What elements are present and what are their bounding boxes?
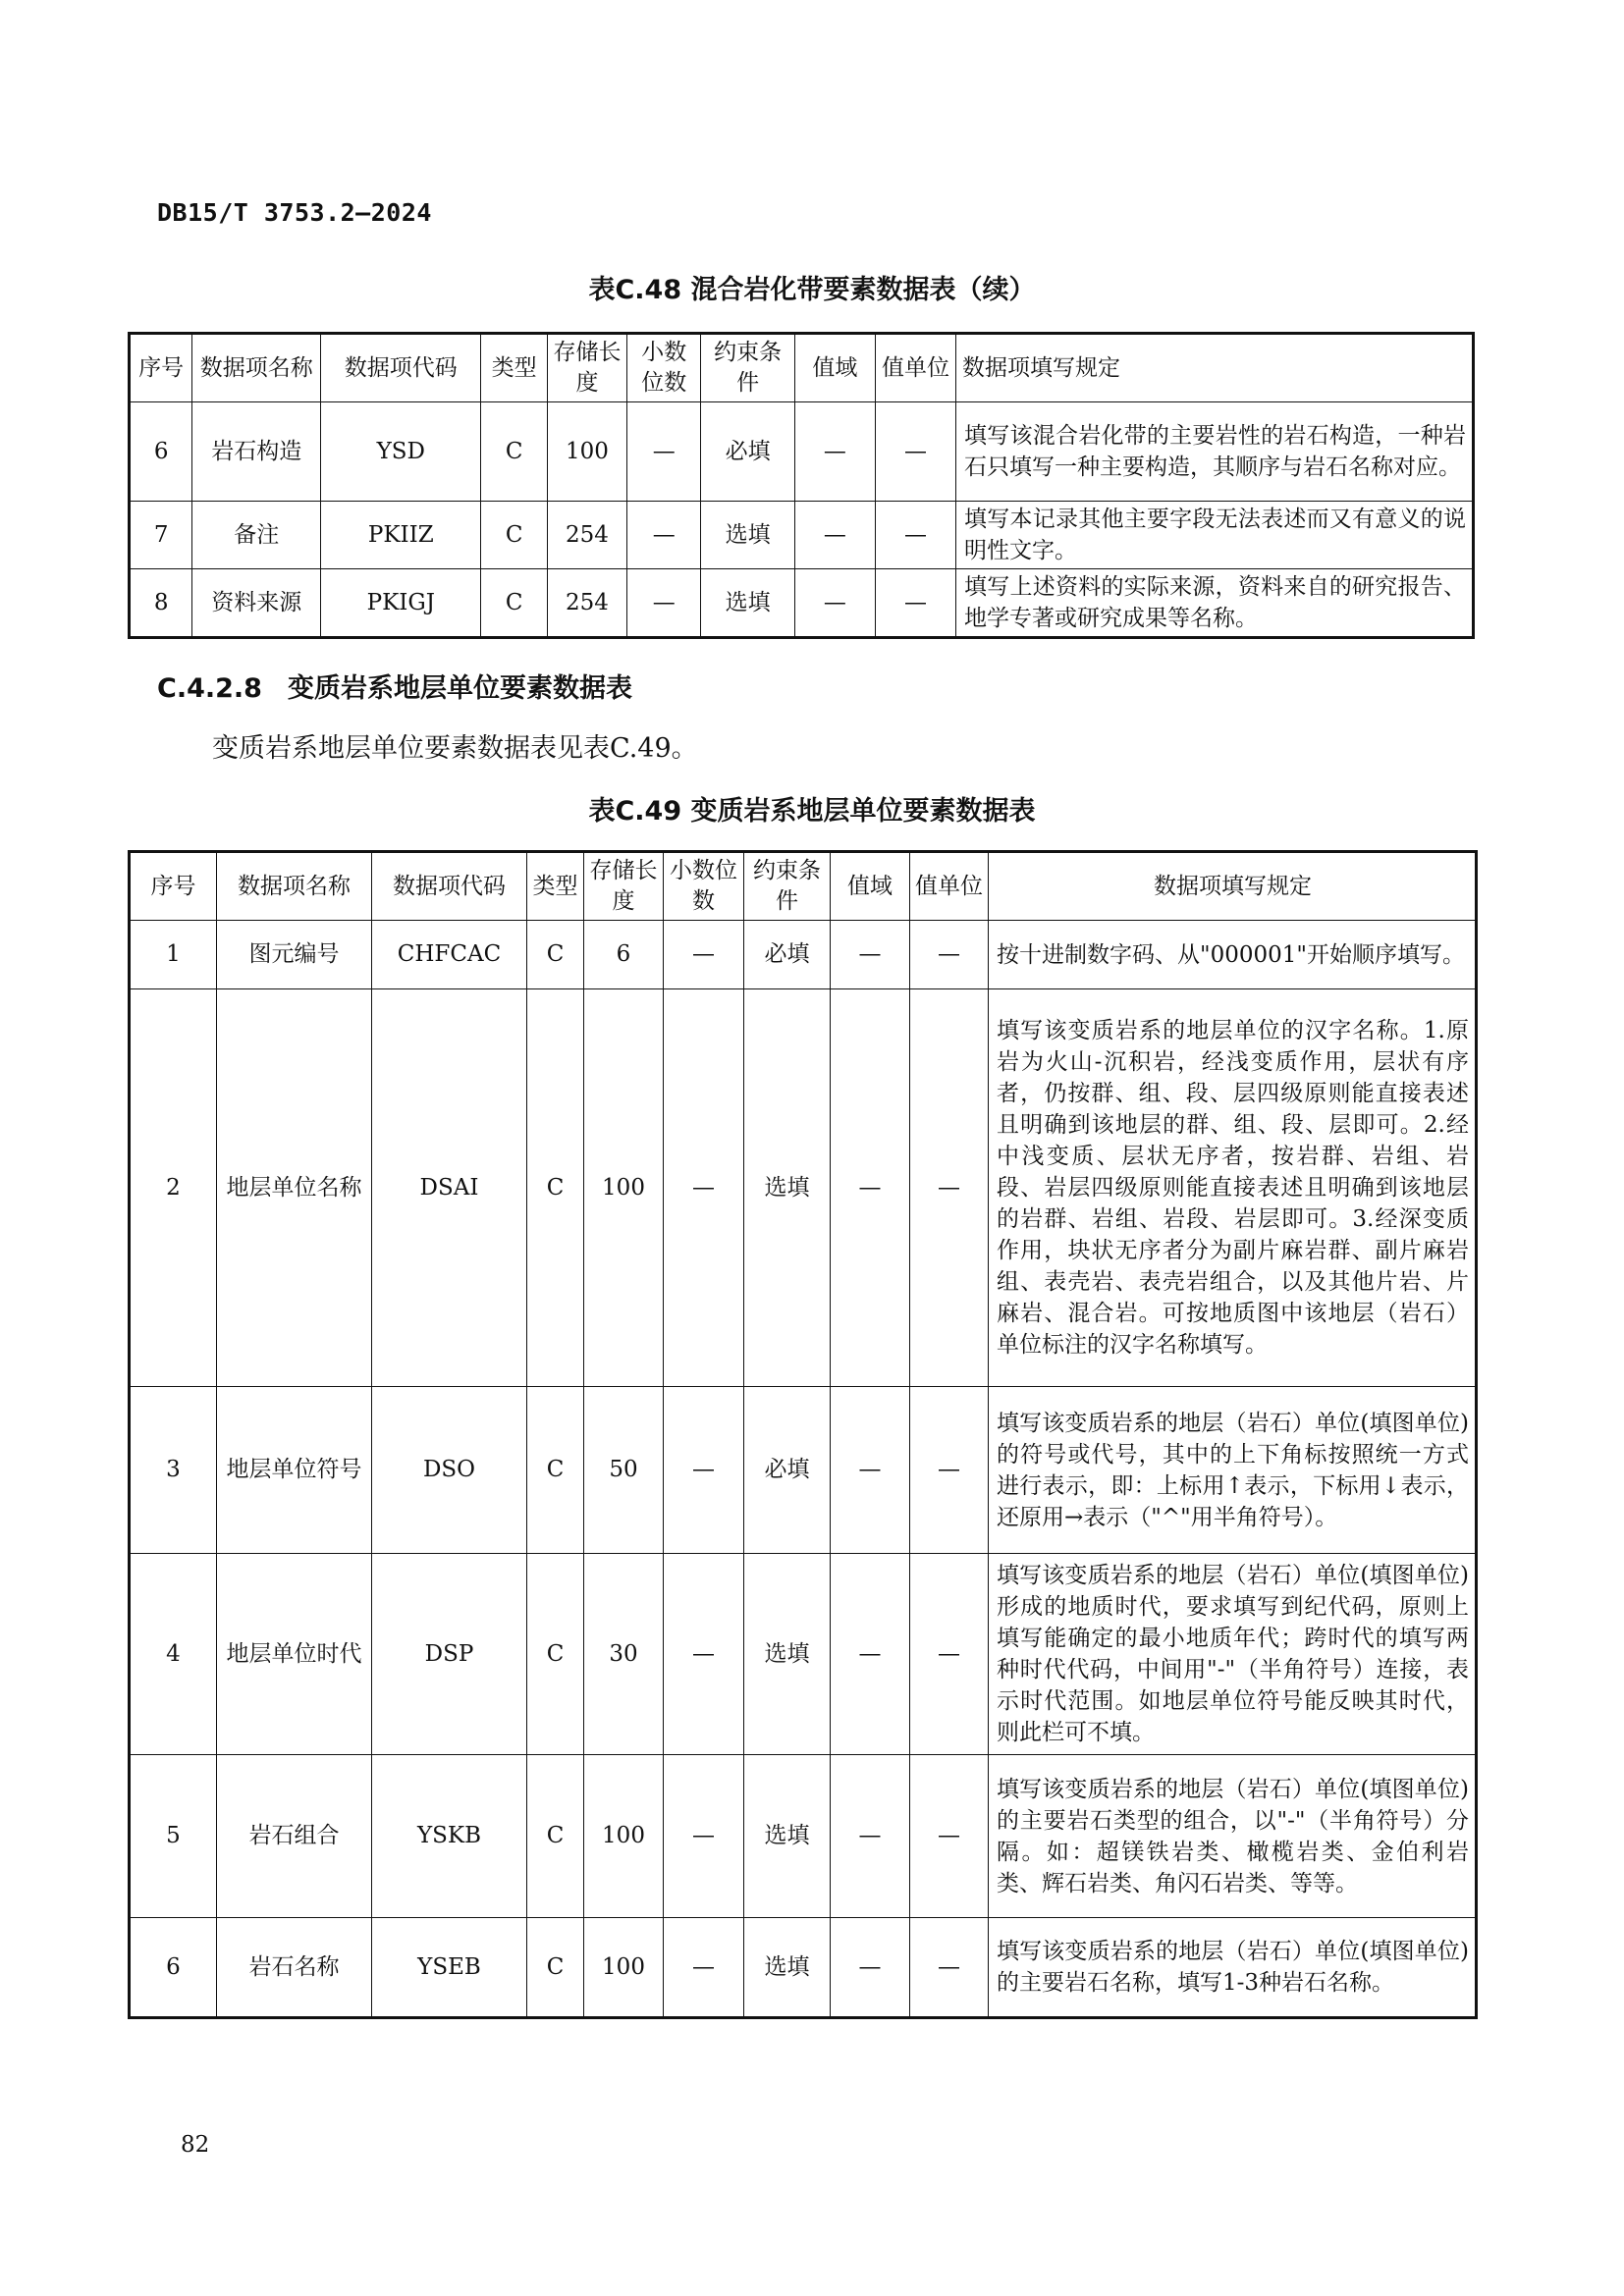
table-row: [130, 402, 1474, 502]
cell-length: 254: [548, 502, 627, 569]
cell-constraint: 选填: [744, 989, 831, 1387]
cell-type: C: [527, 989, 584, 1387]
cell-name: 岩石名称: [217, 1918, 372, 2018]
cell-range: —: [794, 502, 875, 569]
section-title: 变质岩系地层单位要素数据表: [287, 673, 632, 704]
cell-range: —: [831, 1387, 910, 1554]
col-header: 约束条件: [744, 852, 831, 921]
col-header: 数据项代码: [321, 334, 481, 402]
section-heading: [157, 667, 632, 705]
cell-rule: 填写上述资料的实际来源，资料来自的研究报告、地学专著或研究成果等名称。: [956, 569, 1474, 638]
cell-rule: 按十进制数字码、从"000001"开始顺序填写。: [989, 921, 1477, 989]
cell-type: C: [481, 569, 548, 638]
cell-decimals: —: [626, 402, 700, 502]
cell-unit: —: [875, 569, 955, 638]
col-header: 数据项填写规定: [989, 852, 1477, 921]
table-c49: [128, 850, 1478, 2019]
table-c48-caption: 表C.48 混合岩化带要素数据表（续）: [588, 275, 1036, 305]
cell-type: C: [527, 1755, 584, 1918]
col-header: 值域: [794, 334, 875, 402]
cell-unit: —: [875, 502, 955, 569]
col-header: 数据项名称: [192, 334, 321, 402]
cell-constraint: 选填: [744, 1755, 831, 1918]
table-c48: [128, 332, 1475, 639]
cell-decimals: —: [664, 1387, 744, 1554]
cell-name: 图元编号: [217, 921, 372, 989]
col-header: 类型: [527, 852, 584, 921]
cell-rule: 填写该变质岩系的地层（岩石）单位(填图单位)的符号或代号，其中的上下角标按照统一方式进行表示，即：上标用↑表示，下标用↓表示，还原用→表示（"^"用半角符号）。: [989, 1387, 1477, 1554]
cell-constraint: 必填: [744, 1387, 831, 1554]
cell-name: 岩石构造: [192, 402, 321, 502]
cell-name: 地层单位符号: [217, 1387, 372, 1554]
cell-seq: 8: [130, 569, 192, 638]
cell-code: DSP: [372, 1554, 527, 1755]
col-header: 存储长度: [548, 334, 627, 402]
cell-rule: 填写本记录其他主要字段无法表述而又有意义的说明性文字。: [956, 502, 1474, 569]
cell-constraint: 选填: [701, 502, 794, 569]
cell-name: 岩石组合: [217, 1755, 372, 1918]
cell-code: DSO: [372, 1387, 527, 1554]
cell-decimals: —: [664, 1918, 744, 2018]
cell-length: 50: [584, 1387, 664, 1554]
cell-seq: 1: [130, 921, 217, 989]
cell-seq: 2: [130, 989, 217, 1387]
cell-code: PKIIZ: [321, 502, 481, 569]
cell-length: 6: [584, 921, 664, 989]
cell-decimals: —: [664, 989, 744, 1387]
section-paragraph: 变质岩系地层单位要素数据表见表C.49。: [212, 733, 698, 764]
cell-constraint: 选填: [701, 569, 794, 638]
cell-length: 254: [548, 569, 627, 638]
cell-range: —: [831, 1554, 910, 1755]
cell-type: C: [481, 502, 548, 569]
cell-length: 30: [584, 1554, 664, 1755]
cell-decimals: —: [626, 502, 700, 569]
cell-unit: —: [910, 1387, 989, 1554]
cell-decimals: —: [664, 1755, 744, 1918]
table-header-row: [130, 334, 1474, 402]
page-number: 82: [181, 2132, 210, 2158]
cell-type: C: [527, 1918, 584, 2018]
cell-length: 100: [548, 402, 627, 502]
table-row: [130, 502, 1474, 569]
cell-rule: 填写该混合岩化带的主要岩性的岩石构造，一种岩石只填写一种主要构造，其顺序与岩石名称对应。: [956, 402, 1474, 502]
cell-unit: —: [910, 1918, 989, 2018]
table-row: [130, 989, 1477, 1387]
table-row: [130, 1554, 1477, 1755]
cell-code: YSEB: [372, 1918, 527, 2018]
cell-seq: 6: [130, 402, 192, 502]
cell-type: C: [527, 921, 584, 989]
cell-length: 100: [584, 1918, 664, 2018]
cell-type: C: [481, 402, 548, 502]
cell-range: —: [794, 402, 875, 502]
cell-unit: —: [910, 1554, 989, 1755]
cell-range: —: [831, 1918, 910, 2018]
col-header: 值域: [831, 852, 910, 921]
cell-length: 100: [584, 1755, 664, 1918]
cell-decimals: —: [664, 921, 744, 989]
col-header: 序号: [130, 334, 192, 402]
cell-rule: 填写该变质岩系的地层（岩石）单位(填图单位)的主要岩石名称，填写1-3种岩石名称。: [989, 1918, 1477, 2018]
cell-name: 资料来源: [192, 569, 321, 638]
cell-constraint: 必填: [701, 402, 794, 502]
cell-rule: 填写该变质岩系的地层（岩石）单位(填图单位)的主要岩石类型的组合，以"-"（半角符号）分隔。如：超镁铁岩类、橄榄岩类、金伯利岩类、辉石岩类、角闪石岩类、等等。: [989, 1755, 1477, 1918]
cell-decimals: —: [664, 1554, 744, 1755]
cell-range: —: [831, 989, 910, 1387]
table-row: [130, 1387, 1477, 1554]
cell-seq: 4: [130, 1554, 217, 1755]
col-header: 数据项代码: [372, 852, 527, 921]
col-header: 值单位: [910, 852, 989, 921]
cell-range: —: [831, 1755, 910, 1918]
cell-name: 地层单位时代: [217, 1554, 372, 1755]
cell-code: YSD: [321, 402, 481, 502]
table-row: [130, 921, 1477, 989]
cell-code: DSAI: [372, 989, 527, 1387]
cell-code: YSKB: [372, 1755, 527, 1918]
cell-code: PKIGJ: [321, 569, 481, 638]
cell-length: 100: [584, 989, 664, 1387]
col-header: 小数位数: [626, 334, 700, 402]
col-header: 约束条件: [701, 334, 794, 402]
cell-seq: 6: [130, 1918, 217, 2018]
col-header: 序号: [130, 852, 217, 921]
cell-decimals: —: [626, 569, 700, 638]
col-header: 小数位数: [664, 852, 744, 921]
cell-constraint: 选填: [744, 1554, 831, 1755]
section-number: C.4.2.8: [157, 673, 262, 704]
col-header: 值单位: [875, 334, 955, 402]
cell-constraint: 选填: [744, 1918, 831, 2018]
col-header: 存储长度: [584, 852, 664, 921]
cell-type: C: [527, 1554, 584, 1755]
cell-unit: —: [910, 921, 989, 989]
cell-range: —: [794, 569, 875, 638]
cell-seq: 3: [130, 1387, 217, 1554]
cell-rule: 填写该变质岩系的地层（岩石）单位(填图单位)形成的地质时代，要求填写到纪代码，原则上填写能确定的最小地质年代；跨时代的填写两种时代代码，中间用"-"（半角符号）连接，表示时代范围。如地层单位符号能反映其时代，则此栏可不填。: [989, 1554, 1477, 1755]
table-row: [130, 1755, 1477, 1918]
table-row: [130, 569, 1474, 638]
cell-type: C: [527, 1387, 584, 1554]
document-id: DB15/T 3753.2—2024: [157, 198, 432, 227]
col-header: 类型: [481, 334, 548, 402]
cell-rule: 填写该变质岩系的地层单位的汉字名称。1.原岩为火山-沉积岩，经浅变质作用，层状有序者，仍按群、组、段、层四级原则能直接表述且明确到该地层的群、组、段、层即可。2.经中浅变质、层状无序者，按岩群、岩组、岩段、岩层四级原则能直接表述且明确到该地层的岩群、岩组、岩段、岩层即可。3.经深变质作用，块状无序者分为副片麻岩群、副片麻岩组、表壳岩、表壳岩组合，以及其他片岩、片麻岩、混合岩。可按地质图中该地层（岩石）单位标注的汉字名称填写。: [989, 989, 1477, 1387]
cell-range: —: [831, 921, 910, 989]
table-row: [130, 1918, 1477, 2018]
table-c49-caption: 表C.49 变质岩系地层单位要素数据表: [588, 796, 1036, 827]
cell-constraint: 必填: [744, 921, 831, 989]
cell-unit: —: [910, 1755, 989, 1918]
cell-seq: 5: [130, 1755, 217, 1918]
col-header: 数据项名称: [217, 852, 372, 921]
cell-unit: —: [910, 989, 989, 1387]
cell-name: 地层单位名称: [217, 989, 372, 1387]
cell-seq: 7: [130, 502, 192, 569]
col-header: 数据项填写规定: [956, 334, 1474, 402]
cell-unit: —: [875, 402, 955, 502]
cell-name: 备注: [192, 502, 321, 569]
table-header-row: [130, 852, 1477, 921]
cell-code: CHFCAC: [372, 921, 527, 989]
